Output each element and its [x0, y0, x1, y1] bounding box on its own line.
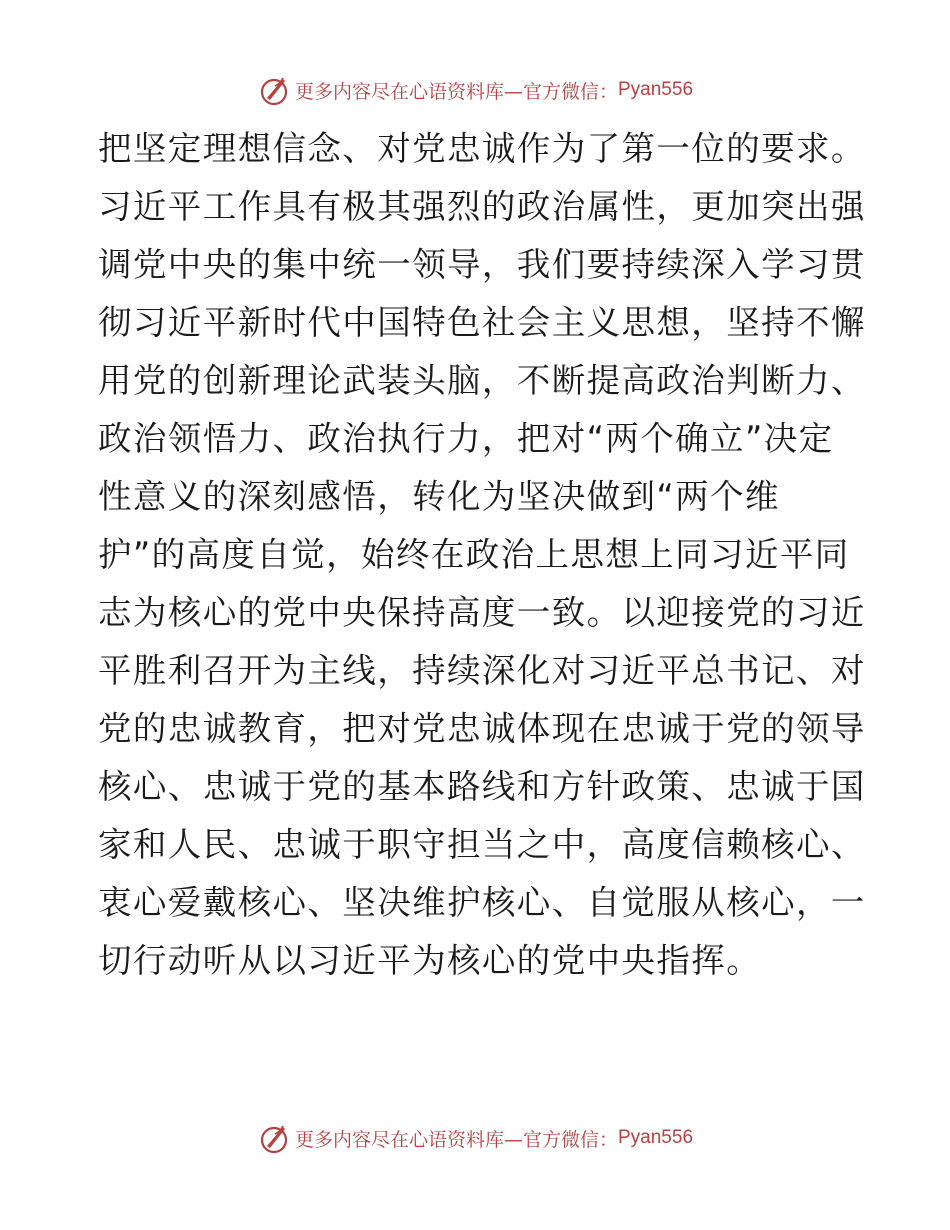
- header-banner-text: 更多内容尽在心语资料库—官方微信：: [294, 80, 618, 103]
- text-line: 切行动听从以习近平为核心的党中央指挥。: [98, 941, 762, 980]
- header-wechat-id: Pyan556: [618, 79, 694, 100]
- text-line: 把坚定理想信念、对党忠诚作为了第一位的要求。: [98, 129, 866, 168]
- text-line: 用党的创新理论武装头脑，不断提高政治判断力、: [98, 361, 866, 400]
- text-line: 性意义的深刻感悟，转化为坚决做到“两个维: [98, 477, 780, 516]
- text-line: 政治领悟力、政治执行力，把对“两个确立”决定: [98, 419, 834, 458]
- footer-banner: [0, 1118, 950, 1158]
- text-line: 护”的高度自觉，始终在政治上思想上同习近平同: [98, 535, 850, 574]
- footer-banner-text: 更多内容尽在心语资料库—官方微信：: [294, 1128, 618, 1151]
- quill-logo-icon: [257, 1121, 291, 1155]
- text-line: 习近平工作具有极其强烈的政治属性，更加突出强: [98, 187, 866, 226]
- text-line: 调党中央的集中统一领导，我们要持续深入学习贯: [98, 245, 866, 284]
- text-line: 彻习近平新时代中国特色社会主义思想，坚持不懈: [98, 303, 866, 342]
- text-line: 核心、忠诚于党的基本路线和方针政策、忠诚于国: [98, 767, 866, 806]
- text-line: 志为核心的党中央保持高度一致。以迎接党的习近: [98, 593, 866, 632]
- footer-wechat-id: Pyan556: [618, 1127, 694, 1148]
- quill-logo-icon: [257, 73, 291, 107]
- text-line: 衷心爱戴核心、坚决维护核心、自觉服从核心，一: [98, 883, 866, 922]
- text-line: 家和人民、忠诚于职守担当之中，高度信赖核心、: [98, 825, 866, 864]
- header-banner: [0, 70, 950, 110]
- text-line: 党的忠诚教育，把对党忠诚体现在忠诚于党的领导: [98, 709, 866, 748]
- text-line: 平胜利召开为主线，持续深化对习近平总书记、对: [98, 651, 866, 690]
- document-body: [98, 120, 866, 990]
